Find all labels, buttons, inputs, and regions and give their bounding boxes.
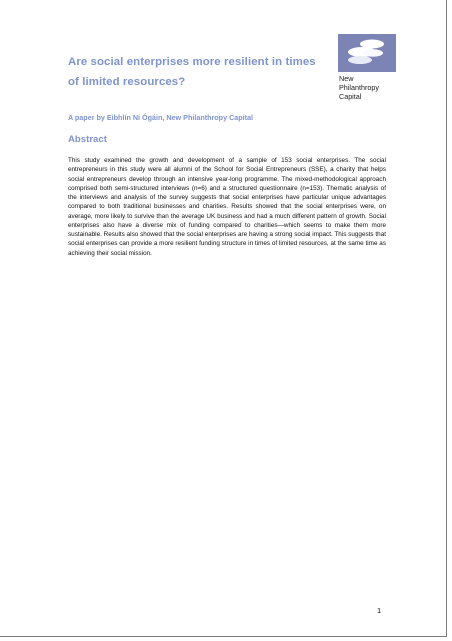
logo-wordmark — [339, 74, 419, 102]
abstract-heading: Abstract — [68, 134, 107, 145]
author-byline: A paper by Eibhlín Ní Ógáin, New Philanthropy Capital — [68, 113, 254, 122]
paper-title: Are social enterprises more resilient in times of limited resources? — [68, 56, 316, 88]
logo-line-philanthropy: Philanthropy — [339, 83, 379, 93]
logo-line-new: New — [339, 74, 354, 83]
page-number: 1 — [377, 606, 382, 615]
logo-line-capital: Capital — [339, 92, 362, 102]
abstract-text: This study examined the growth and development of a sample of 153 social enterprises. The social entrepreneurs in this study were all alumni of the School for Social Entrepreneurs (SSE), a charity that helps social entrepreneurs develop through an intensive year-long programme. The mixed-methodological approach comprised both semi-structured interviews (n=6) and a structured questionnaire (n=153). Thematic analysis of the interviews and analysis of the survey suggests that social enterprises have particular unique advantages compared to both traditional businesses and charities. Results showed that the social enterprises were, on average, more likely to survive than the average UK business and had a much different pattern of growth. Social enterprises also have a diverse mix of funding compared to charities—which seems to make them more sustainable. Results also showed that the social enterprises are having a strong social impact. This suggests that social enterprises can provide a more resilient funding structure in times of limited resources, at the same time as achieving their social mission. — [68, 157, 386, 257]
npc-logo-icon — [338, 34, 396, 72]
publisher-logo — [338, 34, 418, 104]
